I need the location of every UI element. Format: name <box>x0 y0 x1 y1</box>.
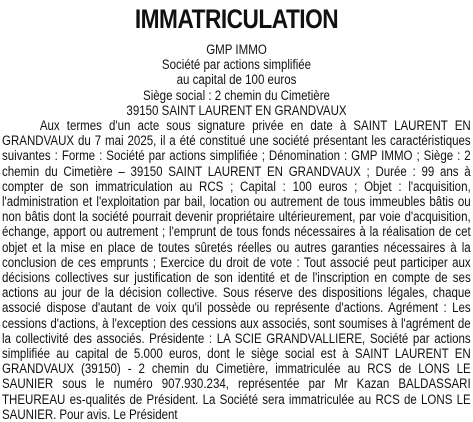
legal-notice <box>2 0 471 422</box>
notice-body-wrapper <box>2 118 471 422</box>
company-header <box>2 42 471 118</box>
company-form: Société par actions simplifiée <box>161 57 312 73</box>
notice-title: IMMATRICULATION <box>134 4 339 34</box>
company-city: 39150 SAINT LAURENT EN GRANDVAUX <box>126 102 347 118</box>
company-name: GMP IMMO <box>206 42 267 57</box>
notice-body: Aux termes d'un acte sous signature privée en date à SAINT LAURENT EN GRANDVAUX du 7 mai 2025, il a été constitué une société présentant les caractéristiques suivantes : Forme : Société par actions simplifiée ; Dénomination : GMP IMMO ; Siège : 2 chemin du Cimetière – 39150 SAINT LAURENT EN GRANDVAUX ; Durée : 99 ans à compter de son immatriculation au RCS ; Capital : 100 euros ; Objet : l'acquisition, l'administration et l'exploitation par bail, location ou autrement de tous immeubles bâtis ou non bâtis dont la société pourrait devenir propriétaire ultérieurement, par voie d'acquisition, échange, apport ou autrement ; l'emprunt de tous fonds nécessaires à la réalisation de cet objet et la mise en place de toutes sûretés réelles ou autres garanties nécessaires à la conclusion de ces emprunts ; Exercice du droit de vote : Tout associé peut participer aux décisions collectives sur justification de son identité et de l'inscription en compte de ses actions au jour de la décision collective. Sous réserve des dispositions légales, chaque associé dispose d'autant de voix qu'il possède ou représente d'actions. Agrément : Les cessions d'actions, à l'exception des cessions aux associés, sont soumises à l'agrément de la collectivité des associés. Présidente : LA SCIE GRANDVALLIERE, Société par actions simplifiée au capital de 5.000 euros, dont le siège social est à SAINT LAURENT EN GRANDVAUX (39150) - 2 chemin du Cimetière, immatriculée au RCS de LONS LE SAUNIER sous le numéro 907.930.234, représentée par Mr Kazan BALDASSARI THEUREAU es-qualités de Président. La Société sera immatriculée au RCS de LONS LE SAUNIER. Pour avis. Le Président <box>2 118 471 422</box>
company-address: Siège social : 2 chemin du Cimetière <box>143 87 330 103</box>
company-capital: au capital de 100 euros <box>176 72 297 88</box>
